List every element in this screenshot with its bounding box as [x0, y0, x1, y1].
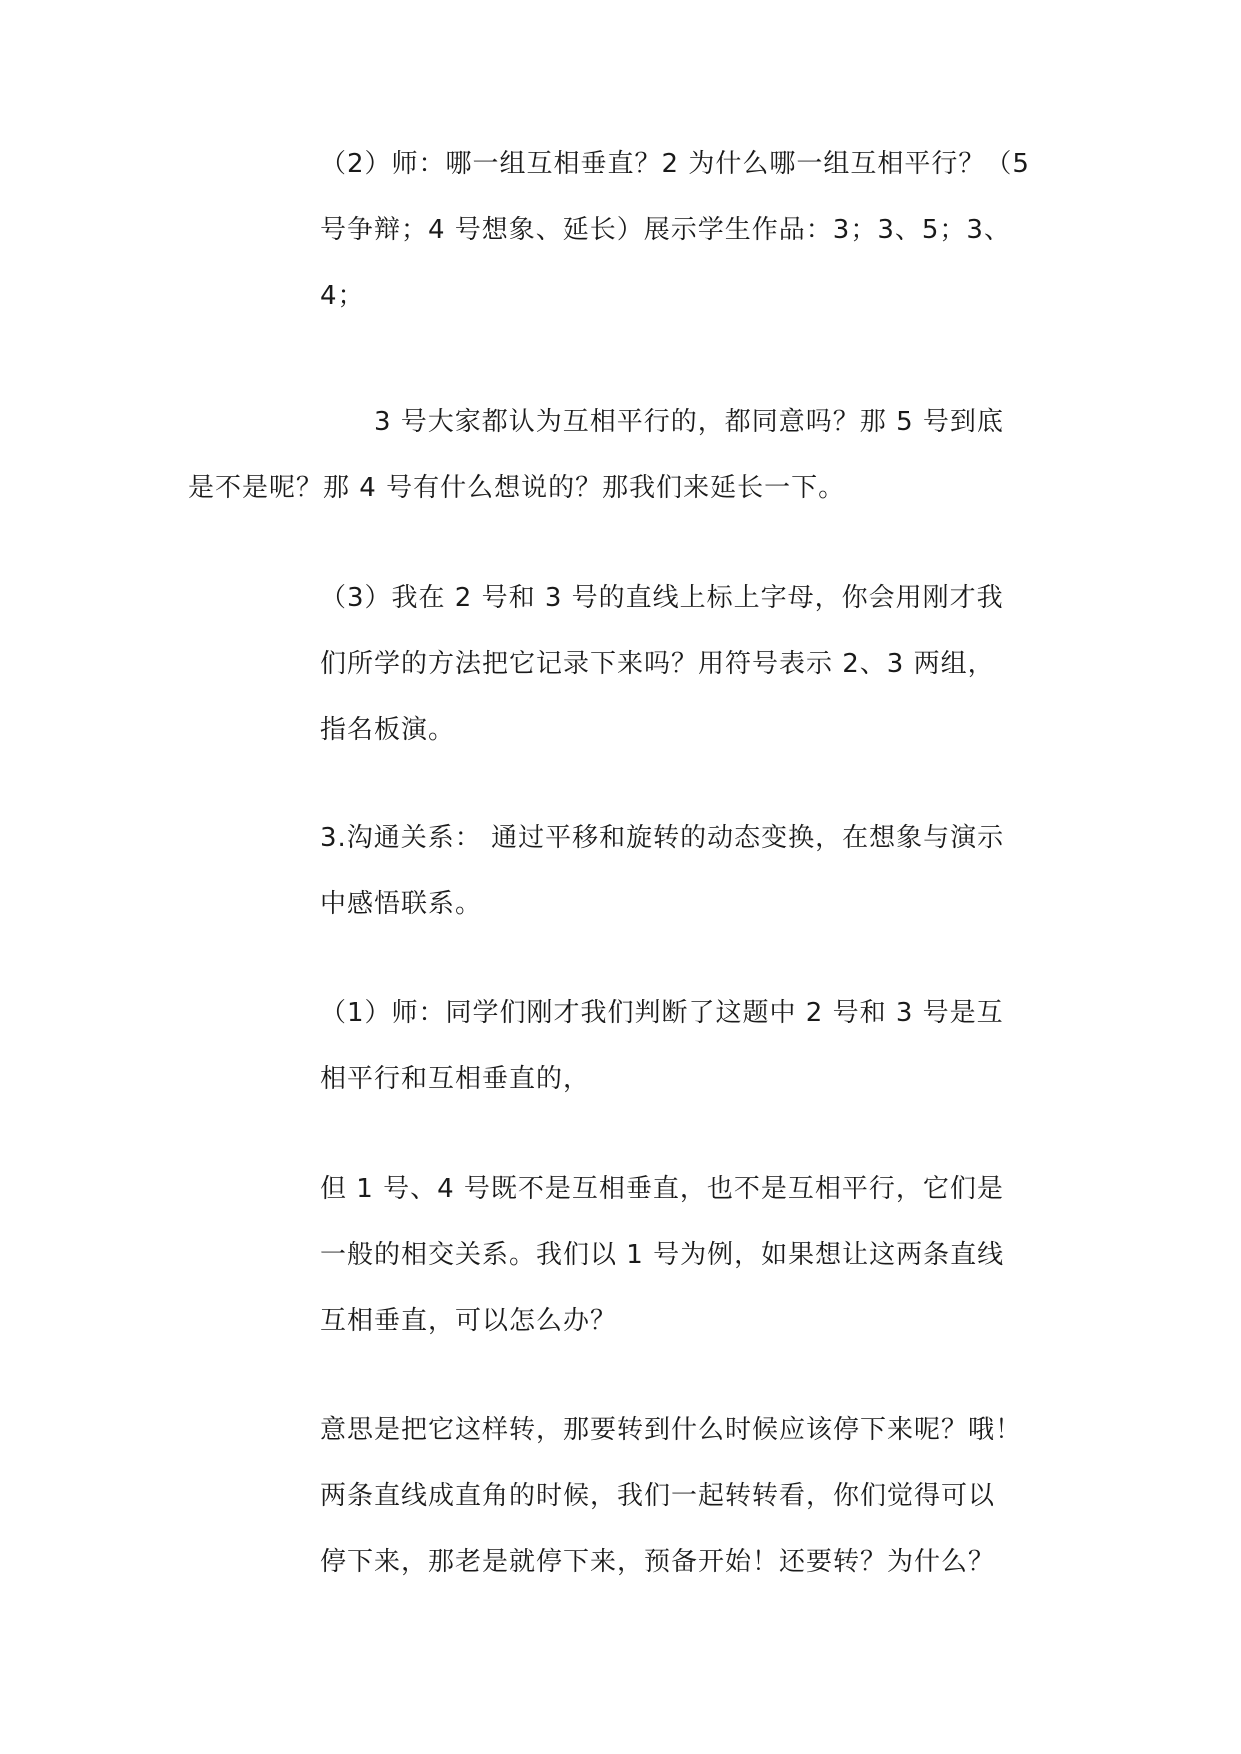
paragraph-1-line-2: 号争辩；4 号想象、延长）展示学生作品：3；3、5；3、 [320, 215, 1011, 245]
paragraph-7-line-3: 停下来，那老是就停下来，预备开始！还要转？为什么？ [320, 1547, 996, 1577]
paragraph-1-line-3: 4； [320, 281, 365, 311]
paragraph-5-line-1: （1）师：同学们刚才我们判断了这题中 2 号和 3 号是互 [320, 998, 1004, 1028]
paragraph-5-line-2: 相平行和互相垂直的， [320, 1064, 591, 1094]
paragraph-2-line-2: 是不是呢？那 4 号有什么想说的？那我们来延长一下。 [188, 473, 846, 503]
paragraph-4-line-2: 中感悟联系。 [320, 889, 483, 919]
paragraph-3-line-3: 指名板演。 [320, 715, 456, 745]
paragraph-4-line-1: 3.沟通关系： 通过平移和旋转的动态变换，在想象与演示 [320, 823, 1005, 853]
paragraph-6-line-3: 互相垂直，可以怎么办？ [320, 1306, 618, 1336]
paragraph-3-line-1: （3）我在 2 号和 3 号的直线上标上字母，你会用刚才我 [320, 583, 1004, 613]
paragraph-2-line-1: 3 号大家都认为互相平行的，都同意吗？那 5 号到底 [374, 407, 1004, 437]
paragraph-7-line-1: 意思是把它这样转，那要转到什么时候应该停下来呢？哦！ [320, 1415, 1023, 1445]
paragraph-6-line-2: 一般的相交关系。我们以 1 号为例，如果想让这两条直线 [320, 1240, 1005, 1270]
paragraph-7-line-2: 两条直线成直角的时候，我们一起转转看，你们觉得可以 [320, 1481, 996, 1511]
paragraph-3-line-2: 们所学的方法把它记录下来吗？用符号表示 2、3 两组， [320, 649, 995, 679]
paragraph-6-line-1: 但 1 号、4 号既不是互相垂直，也不是互相平行，它们是 [320, 1174, 1004, 1204]
paragraph-1-line-1: （2）师：哪一组互相垂直？2 为什么哪一组互相平行？（5 [320, 149, 1030, 179]
